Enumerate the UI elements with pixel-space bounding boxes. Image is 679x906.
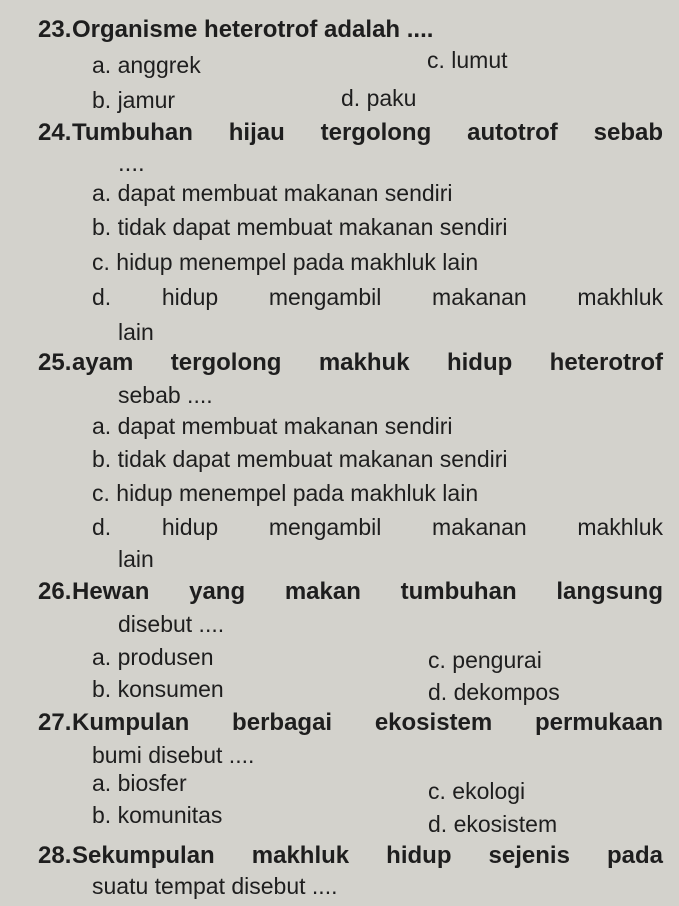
question-number: 23.	[38, 16, 72, 43]
option-d: d. ekosistem	[428, 811, 558, 837]
option-a: a. dapat membuat makanan sendiri	[92, 413, 453, 439]
option-b: b. tidak dapat membuat makanan sendiri	[92, 214, 508, 240]
question-27-continuation: bumi disebut ....	[92, 742, 255, 768]
option-d: d. hidup mengambil makanan makhluk	[92, 284, 663, 310]
question-text: Sekumpulan makhluk hidup sejenis pada	[72, 842, 663, 869]
option-a: a. biosfer	[92, 770, 187, 796]
question-26-continuation: disebut ....	[118, 611, 225, 637]
option-d-continuation: lain	[118, 546, 154, 572]
question-text: Hewan yang makan tumbuhan langsung	[72, 578, 663, 605]
question-number: 26.	[38, 578, 72, 605]
option-c: c. pengurai	[428, 647, 542, 673]
question-number: 25.	[38, 349, 72, 376]
option-a: a. dapat membuat makanan sendiri	[92, 180, 453, 206]
option-b: b. jamur	[92, 87, 176, 113]
option-c: c. hidup menempel pada makhluk lain	[92, 480, 479, 506]
option-d: d. hidup mengambil makanan makhluk	[92, 514, 663, 540]
question-text: ayam tergolong makhuk hidup heterotrof	[72, 349, 663, 376]
question-number: 27.	[38, 709, 72, 736]
option-d-continuation: lain	[118, 319, 154, 345]
question-number: 28.	[38, 842, 72, 869]
option-d: d. paku	[341, 85, 417, 111]
option-c: c. ekologi	[428, 778, 526, 804]
question-number: 24.	[38, 119, 72, 146]
option-c: c. hidup menempel pada makhluk lain	[92, 249, 479, 275]
option-b: b. komunitas	[92, 802, 223, 828]
option-c: c. lumut	[427, 47, 508, 73]
question-28-continuation: suatu tempat disebut ....	[92, 873, 338, 899]
option-a: a. anggrek	[92, 52, 201, 78]
question-25-continuation: sebab ....	[118, 382, 213, 408]
question-text: Tumbuhan hijau tergolong autotrof sebab	[72, 119, 663, 146]
option-a: a. produsen	[92, 644, 214, 670]
question-text: Kumpulan berbagai ekosistem permukaan	[72, 709, 663, 736]
question-24-continuation: ....	[118, 150, 145, 177]
option-b: b. konsumen	[92, 676, 224, 702]
option-d: d. dekompos	[428, 679, 560, 705]
question-text: Organisme heterotrof adalah ....	[72, 16, 434, 43]
option-b: b. tidak dapat membuat makanan sendiri	[92, 446, 508, 472]
